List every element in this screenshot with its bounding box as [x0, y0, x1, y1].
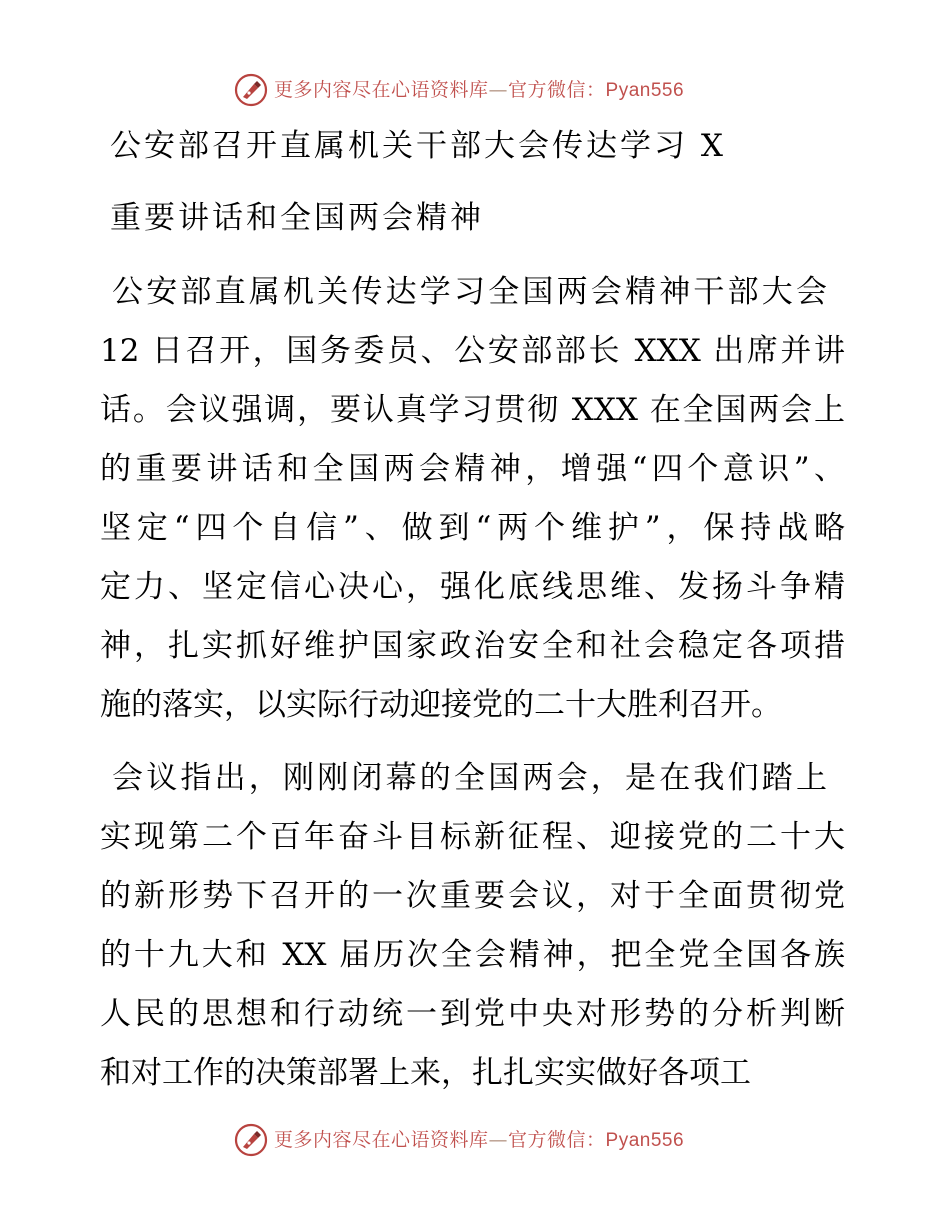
banner-handle: Pyan556	[605, 1130, 685, 1151]
paragraph-1-line: 神，扎实抓好维护国家政治安全和社会稳定各项措	[100, 628, 845, 664]
paragraph-1-line: 坚定“四个自信”、做到“两个维护”，保持战略	[100, 510, 846, 546]
banner-main-text: 更多内容尽在心语资料库	[274, 79, 489, 101]
paragraph-1-line: 的重要讲话和全国两会精神，增强“四个意识”、	[100, 451, 845, 487]
paragraph-1-line: 话。会议强调，要认真学习贯彻 XXX 在全国两会上	[100, 392, 845, 428]
paragraph-2-line: 人民的思想和行动统一到党中央对形势的分析判断	[100, 996, 845, 1032]
banner-label: 官方微信：	[508, 79, 606, 101]
paragraph-1-line: 公安部直属机关传达学习全国两会精神干部大会	[112, 274, 827, 310]
banner-dash: —	[488, 79, 509, 101]
document-title-line-1: 公安部召开直属机关干部大会传达学习 X	[110, 128, 726, 164]
pen-nib-logo-icon	[234, 73, 268, 107]
paragraph-2-line: 的新形势下召开的一次重要会议，对于全面贯彻党	[100, 878, 845, 914]
banner-text	[274, 1128, 684, 1153]
banner-handle: Pyan556	[605, 80, 685, 101]
pen-nib-logo-icon	[234, 1123, 268, 1157]
banner-main-text: 更多内容尽在心语资料库	[274, 1129, 489, 1151]
paragraph-1-line: 12 日召开，国务委员、公安部部长 XXX 出席并讲	[100, 333, 845, 369]
paragraph-1-line: 施的落实，以实际行动迎接党的二十大胜利召开。	[100, 687, 782, 723]
paragraph-2-line: 和对工作的决策部署上来，扎扎实实做好各项工	[100, 1055, 751, 1091]
paragraph-2-line: 会议指出，刚刚闭幕的全国两会，是在我们踏上	[112, 760, 827, 796]
banner-dash: —	[488, 1129, 509, 1151]
banner-text	[274, 78, 684, 103]
paragraph-2-line: 的十九大和 XX 届历次全会精神，把全党全国各族	[100, 937, 845, 973]
paragraph-2-line: 实现第二个百年奋斗目标新征程、迎接党的二十大	[100, 819, 845, 855]
paragraph-1-line: 定力、坚定信心决心，强化底线思维、发扬斗争精	[100, 569, 845, 605]
header-banner	[0, 70, 950, 110]
banner-label: 官方微信：	[508, 1129, 606, 1151]
document-title-line-2: 重要讲话和全国两会精神	[110, 200, 484, 236]
footer-banner	[0, 1120, 950, 1160]
